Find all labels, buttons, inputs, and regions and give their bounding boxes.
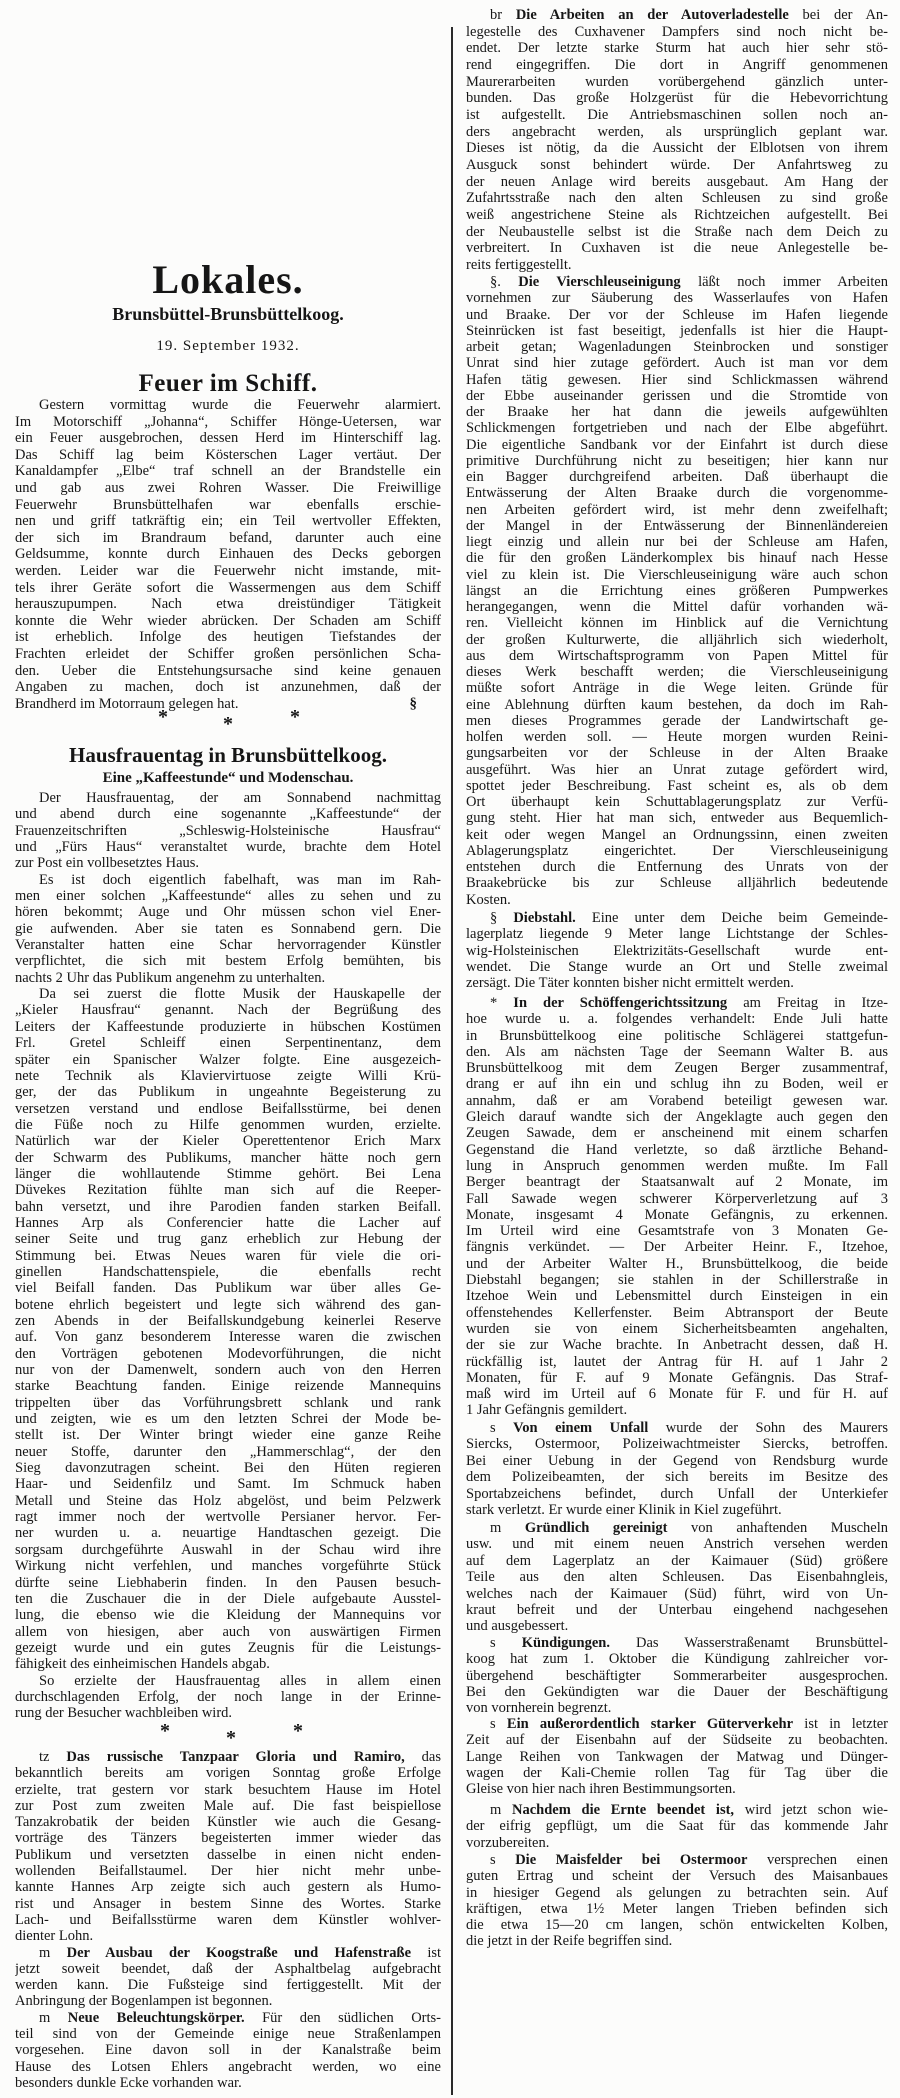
author-mark: s [490, 1635, 522, 1651]
text-line: Dieses ist nötig, da die Aussicht der Elblotsen von ihrem [466, 140, 888, 157]
author-mark: m [39, 2009, 68, 2026]
note-vierschleuseinigung [466, 274, 888, 908]
text-line: Frauenzeitschriften „Schleswig-Holsteinische Hausfrau“ [15, 822, 441, 839]
text-line: und „Fürs Haus“ veranstaltet wurde, brachte dem Hotel [15, 839, 441, 856]
text-line: die etwa 15—20 cm langen, schön entwickelten Kolben, [466, 1917, 888, 1934]
text-line: länger die wohllautende Stimme gehört. Bei Lena [15, 1165, 441, 1182]
separator-asterisk: * [223, 713, 233, 735]
separator-asterisk: * [290, 706, 300, 728]
text-line: nen und griff tatkräftig ein; ein Teil wertvoller Effekten, [15, 513, 441, 530]
text-line: wollenden Beifallstaumel. Der hier nicht mehr unbe- [15, 1863, 441, 1880]
text-line: zur Post ein vollbesetztes Haus. [15, 855, 200, 872]
note-autoverladestelle [466, 7, 888, 274]
text-line: teil sind von der Gemeinde einige neue Straßenlampen [15, 2026, 441, 2043]
article-lead-heading: Die Arbeiten an der Autoverladestelle [515, 7, 789, 23]
text-line: men dieses Programmes gerade der Landwirtschaft ge- [466, 712, 888, 729]
line-text: versprechen einen [747, 1852, 888, 1868]
text-line: Leiters der Kaffeestunde produzierte in hübschen Kostümen [15, 1018, 441, 1035]
text-line: Tanzakrobatik der beiden Künstler wie auch die Gesang- [15, 1814, 441, 1831]
text-line: holfen werden soll. — Heute morgen wurden Reini- [466, 729, 888, 745]
asterism-separator [15, 1720, 441, 1749]
text-line: und Braake. Der vor der Schleuse im Hafen liegende [466, 306, 888, 323]
text-line: liegt einzig und allein nur bei der Schleuse am Hafen, [466, 534, 888, 550]
text-line: in hiesiger Gegend als gelungen zu betrachten sein. Auf [466, 1884, 888, 1901]
text-line: der Mangel in der Entwässerung der Binnenländereien [466, 517, 888, 534]
text-line: ner wurden u. a. neuartige Handtaschen gezeigt. Die [15, 1525, 441, 1542]
text-line: Entwässerung der Alten Braake durch die vorgenomme- [466, 485, 888, 502]
text-line: „Kieler Hausfrau“ genannt. Nach der Begrüßung des [15, 1002, 441, 1019]
paragraph-lead-line [466, 1635, 888, 1651]
text-line: Im Urteil wird eine Gesamtstrafe von 3 Monaten Ge- [466, 1223, 888, 1240]
line-text: am Freitag in Itze- [727, 995, 888, 1011]
line-text: Für den südlichen Orts- [244, 2009, 441, 2026]
text-line: die jetzt in der Reife begriffen sind. [466, 1933, 673, 1950]
paragraph-lead-line [15, 1945, 441, 1961]
text-line: arbeit getan; Wagenladungen Steinbrocken und sonstiger [466, 339, 888, 355]
author-mark: m [490, 1802, 512, 1818]
text-line: ten die Zuschauer die in der Diele aufgebaute Ausstel- [15, 1590, 441, 1607]
asterism-separator [15, 706, 441, 735]
text-line: kraut befreit und der Unterbau eingehend nachgesehen [466, 1601, 888, 1618]
line-text: bei der An- [788, 7, 888, 23]
text-line: eine Ablehnung dürften kaum bestehen, da doch im Rah- [466, 696, 888, 713]
text-line: Frachten erleidet der Schiffer großen persönlichen Scha- [15, 645, 441, 662]
text-line: Haar- und Seidenfilz und Samt. Im Schmuck haben [15, 1476, 441, 1493]
text-line: auf. Von ganz besonderem Interesse waren die zwischen [15, 1329, 441, 1346]
text-line: zur Post zum zweiten Male auf. Die fast beispiellose [15, 1797, 441, 1814]
text-line: den Vorträgen gebotenen Modevorführungen, die nicht [15, 1345, 441, 1362]
text-line: gungsarbeiten vor der Schleuse in der Alten Braake [466, 745, 888, 762]
text-line: besonders dunkle Ecke vorhanden war. [15, 2074, 242, 2091]
article-lead-heading: Nachdem die Ernte beendet ist, [512, 1802, 735, 1818]
text-line: 1 Jahr Gefängnis gemildert. [466, 1402, 628, 1419]
text-line: versetzen verstand und endlose Beifallsstürme, bei denen [15, 1100, 441, 1117]
text-line: Gleise von hier nach ihren Bestimmungsorten. [466, 1781, 736, 1798]
text-line: werden. Leider war die Feuerwehr nicht imstande, mit- [15, 562, 441, 579]
text-line: koog hat zum 1. Oktober die Kündigung zahlreicher vor- [466, 1651, 888, 1668]
paragraph-lead-line [466, 1520, 888, 1536]
author-mark: * [490, 995, 514, 1011]
text-line: verpflichtet, die sich mit bestem Erfolg bemühten, bis [15, 953, 441, 970]
text-line: Anbringung der Bogenlampen ist begonnen. [15, 1993, 273, 2010]
text-line: dienter Lohn. [15, 1928, 94, 1945]
text-line: zersägt. Die Täter konnten bisher nicht ermittelt werden. [466, 975, 794, 992]
text-line: Wirkung nicht verfehlen, und manches vorgeführte Stück [15, 1558, 441, 1575]
line-text: wird jetzt schon wie- [734, 1802, 888, 1818]
text-line: jetzt soweit beendet, daß der Asphaltbelag aufgebracht [15, 1960, 441, 1977]
text-line: der Neubaustelle selbst ist die Straße nach dem Deich zu [466, 223, 888, 240]
text-line: Siercks, Ostermoor, Polizeiwachtmeister Siercks, betroffen. [466, 1436, 888, 1453]
paragraph-lead-line [15, 2010, 441, 2026]
article-body-hausfrauentag [15, 790, 441, 1722]
text-line: vorzubereiten. [466, 1834, 550, 1851]
text-line: Brunsbüttelkoog mit dem Zeugen Berger zusammentraf, [466, 1060, 888, 1077]
text-line: sorgsam durchgeführte Auswahl in der Schau wird ihre [15, 1541, 441, 1558]
text-line: der neuen Anlage wird bereits ausgebaut. Am Hang der [466, 173, 888, 190]
text-line: Zeugen Sawade, dem er anscheinend mit einem scharfen [466, 1125, 888, 1142]
text-line: von vornherein begrenzt. [466, 1700, 612, 1717]
text-line: Angaben zu machen, doch ist anzunehmen, daß der [15, 679, 441, 696]
article-subheadline-hausfrauentag: Eine „Kaffeestunde“ und Modenschau. [102, 770, 354, 786]
text-line: hoe wurde u. a. folgendes verhandelt: Ende Juli hatte [466, 1011, 888, 1028]
text-line: ger, der das Publikum in ungeahnte Begeisterung zu [15, 1084, 441, 1101]
article-lead-heading: Der Ausbau der Koogstraße und Hafenstraße [66, 1944, 412, 1961]
dateline: 19. September 1932. [156, 338, 300, 354]
text-line: Die eigentliche Sandbank vor der Einfahrt ist durch diese [466, 436, 888, 453]
text-line: und der Arbeiter Walter H., Brunsbüttelkoog, die beide [466, 1255, 888, 1272]
text-line: gung steht. Hier hat man sich, entweder aus Bequemlich- [466, 810, 888, 827]
author-mark: s [490, 1716, 507, 1732]
text-line: ein Bagger durchgreifend arbeiten. Daß überhaupt die [466, 469, 888, 485]
text-line: fähigkeit des einheimischen Handels abgab. [15, 1656, 270, 1673]
text-line: Lange Reihen von Tankwagen der Matwag und Dünger- [466, 1748, 888, 1765]
text-line: später ein Spanischer Walzer folgte. Eine ausgezeich- [15, 1051, 441, 1068]
text-line: vorgesehen. Eine davon soll in der Kanalstraße beim [15, 2042, 441, 2059]
text-line: Zeit auf der Eisenbahn auf der Südseite zu beobachten. [466, 1732, 888, 1749]
text-line: ginellen Handschattenspiele, die ebenfalls recht [15, 1263, 441, 1280]
text-line: bekanntlich bereits am vorigen Sonntag große Erfolge [15, 1765, 441, 1782]
text-line: Es ist doch eigentlich fabelhaft, was man im Rah- [39, 871, 441, 888]
note-unfall [466, 1420, 888, 1518]
text-line: kräftigen, etwa 1½ Meter langen Trieben befinden sich [466, 1900, 888, 1917]
author-mark: m [490, 1520, 525, 1536]
text-line: rend eingegriffen. Die dort in Angriff genommenen [466, 56, 888, 73]
text-line: müßte sofort Anträge in die Wege leiten. Gründe für [466, 680, 888, 697]
article-lead-heading: Ein außerordentlich starker Güterverkehr [506, 1716, 794, 1732]
text-line: dieses Werk beschafft werden; die Vierschleuseinigung [466, 664, 888, 680]
text-line: erzielte, trat gestern vor stark besuchtem Hause im Hotel [15, 1781, 441, 1798]
text-line: die für den großen Länderkomplex bis hinauf nach Hesse [466, 550, 888, 567]
author-mark: §. [490, 274, 519, 290]
text-line: keit oder wegen Mangel an Ordnungssinn, einen zweiten [466, 826, 888, 843]
line-text: ist in letzter [793, 1716, 888, 1732]
line-text: das [404, 1749, 441, 1765]
text-line: Metall und Steine das Holz abgelöst, und beim Pelzwerk [15, 1492, 441, 1509]
text-line: ist aufgestellt. Die Antriebsmaschinen sollen noch an- [466, 106, 888, 123]
text-line: hören bekommt; Auge und Ohr müssen schon viel Ener- [15, 904, 441, 921]
article-lead-heading: Das russische Tanzpaar Gloria und Ramiro, [66, 1749, 405, 1765]
text-line: Düvekes Rezitation fühlte man sich auf die Reeper- [15, 1182, 441, 1199]
text-line: neuer Stoffe, darunter den „Hammerschlag“, der den [15, 1443, 441, 1460]
text-line: Diebstahl begangen; sie stahlen in der Schillerstraße in [466, 1272, 888, 1289]
text-line: Sieg davonzutragen scheint. Bei den Hüten regieren [15, 1460, 441, 1477]
text-line: vornehmen zur Säuberung des Wasserlaufes von Hafen [466, 290, 888, 307]
author-mark: m [39, 1944, 67, 1961]
text-line: vorträge des Tänzers begeisterten immer wieder das [15, 1830, 441, 1847]
text-line: Ablagerungsplatz eingerichtet. Der Vierschleuseinigung [466, 842, 888, 859]
author-mark: s [490, 1420, 514, 1436]
text-line: stellt ist. Der Winter bringt wieder eine ganze Reihe [15, 1427, 441, 1444]
text-line: der Braake her hat dann die jeweils aufgewühlten [466, 404, 888, 420]
note-maisfelder [466, 1852, 888, 1950]
line-text: Eine unter dem Deiche beim Gemeinde- [575, 910, 888, 926]
text-line: nur von der Damenwelt, sondern auch von den Herren [15, 1362, 441, 1379]
text-line: Ausguck sonst behindert würde. Der Anfahrtsweg zu [466, 156, 888, 173]
text-line: Bei den Gekündigten war die Dauer der Beschäftigung [466, 1683, 888, 1700]
text-line: Fall Sawade wegen schwerer Körperverletzung auf 3 [466, 1190, 888, 1207]
article-signature: § [409, 696, 417, 712]
text-line: Brandherd im Motorraum gelegen hat. [15, 695, 239, 712]
text-line: Gestern vormittag wurde die Feuerwehr alarmiert. [39, 397, 441, 413]
text-line: maß wird im Urteil auf 6 Monate für F. und für H. auf [466, 1386, 888, 1403]
text-line: bunden. Das große Holzgerüst für die Hebevorrichtung [466, 90, 888, 107]
text-line: Der Hausfrauentag, der am Sonnabend nachmittag [39, 790, 441, 806]
author-mark: s [490, 1852, 516, 1868]
text-line: wagen der Kali-Chemie rollen Tag für Tag über die [466, 1764, 888, 1781]
line-text: Das Wasserstraßenamt Brunsbüttel- [609, 1635, 888, 1651]
article-lead-heading: Kündigungen. [521, 1635, 610, 1651]
column-divider [451, 27, 453, 2095]
text-line: bahn versetzt, und ihre Parodien fanden starken Beifall. [15, 1198, 441, 1215]
text-line: Ort überhaupt kein Schuttablagerungsplatz zur Verfü- [466, 794, 888, 810]
text-line: in Brunsbüttelkoog eine politische Schlägerei stattgefun- [466, 1027, 888, 1044]
text-line: wurden sie von einem Sicherheitsbeamten angehalten, [466, 1320, 888, 1337]
note-gueterverkehr [466, 1716, 888, 1797]
text-line: lung in Anspruch genommen werden mußte. Im Fall [466, 1157, 888, 1174]
text-line: Hafen tätig gewesen. Hier sind Schlickmassen während [466, 371, 888, 388]
text-line: entstehen durch die Entfernung des Unrats von der [466, 859, 888, 875]
text-line: Lach- und Beifallsstürme waren dem Künstler wohlver- [15, 1911, 441, 1928]
separator-asterisk: * [160, 1720, 170, 1742]
text-line: endet. Der letzte starke Sturm hat auch hier sehr stö- [466, 40, 888, 57]
text-line: drang er auf ihn ein und schlug ihn zu Boden, weil er [466, 1076, 888, 1093]
text-line: die Füße noch zu Hilfe genommen wurden, erzielte. [15, 1116, 441, 1133]
text-line: Da sei zuerst die flotte Musik der Hauskapelle der [39, 986, 441, 1003]
text-line: der sie zur Wache brachte. In Anbetracht dessen, daß H. [466, 1337, 888, 1354]
text-line: werden kann. Die Fußsteige sind fertiggestellt. Mit der [15, 1977, 441, 1994]
text-line: men einer solchen „Kaffeestunde“ alles zu sehen und zu [15, 888, 441, 905]
text-line: der sich im Brandraum befand, darunter auch eine [15, 529, 441, 546]
text-line: Frl. Gretel Schleiff einen Serpentinentanz, dem [15, 1035, 441, 1052]
text-line: fängnis verkündet. — Der Arbeiter Heinr. F., Itzehoe, [466, 1239, 888, 1256]
text-line: Stimmung bei. Etwas Neues waren für viele die ori- [15, 1247, 441, 1264]
line-text: wurde der Sohn des Maurers [648, 1420, 888, 1436]
text-line: Steinrücken ist fast beseitigt, jedenfalls ist hier die Haupt- [466, 322, 888, 339]
text-line: Hause des Lotsen Ehlers angebracht werden, wo eine [15, 2058, 441, 2075]
text-line: nete Technik als Klaviervirtuose zeigte Willi Krü- [15, 1067, 441, 1084]
text-line: der großen Kulturwerte, die alljährlich sich wiederholt, [466, 631, 888, 648]
paragraph-lead-line [466, 1852, 888, 1868]
text-line: gie aufwenden. Aber sie taten es Sonnabend gern. Die [15, 920, 441, 937]
text-line: annahm, daß er am Vorabend beteiligt gewesen war. [466, 1092, 888, 1109]
paragraph-lead-line [466, 1420, 888, 1436]
text-line: und ausgebessert. [466, 1618, 569, 1635]
text-line: tels ihrer Geräte sofort die Wassermengen aus dem Schiff [15, 579, 441, 596]
paragraph-lead-line [466, 274, 888, 290]
text-line: legestelle des Cuxhavener Dampfers sind noch nicht be- [466, 23, 888, 40]
article-lead-heading: Von einem Unfall [513, 1420, 649, 1436]
text-line: Kosten. [466, 891, 511, 908]
note-ernte [466, 1802, 888, 1851]
text-line: rist und Ansager in bestem Sinne des Wortes. Starke [15, 1895, 441, 1912]
text-line: verbreitert. In Cuxhaven ist die neue Anlegestelle be- [466, 240, 888, 257]
text-line: allem von hiesigen, aber auch von auswärtigen Firmen [15, 1623, 441, 1640]
text-line: und zeigten, wie es um den letzten Schrei der Mode be- [15, 1411, 441, 1428]
text-line: welches nach der Kaimauer (Süd) führt, wird von Un- [466, 1585, 888, 1602]
note-schoeffengericht [466, 995, 888, 1419]
text-line: guten Ertrag und scheint der Versuch des Maisanbaues [466, 1868, 888, 1885]
text-line: ist erheblich. Infolge des heutigen Tiefstandes der [15, 629, 441, 646]
article-lead-heading: Die Vierschleuseinigung [518, 274, 681, 290]
text-line: übergehend beschäftigter Sommerarbeiter ausgesprochen. [466, 1667, 888, 1684]
paragraph-lead-line [466, 7, 888, 24]
separator-asterisk: * [158, 706, 168, 728]
local-notes-left [15, 1749, 441, 2091]
locality-heading: Brunsbüttel-Brunsbüttelkoog. [112, 304, 344, 324]
text-line: Bei einer Uebung in der Gegend von Rendsburg wurde [466, 1452, 888, 1469]
line-text: ist [411, 1944, 441, 1961]
line-text: läßt noch immer Arbeiten [680, 274, 888, 290]
text-line: Teile aus den alten Schleusen. Das Eisenbahngleis, [466, 1569, 888, 1586]
text-line: Maurerarbeiten wurden vorübergehend gänzlich unter- [466, 73, 888, 90]
text-line: wig-Holsteinischen Elektrizitäts-Gesellschaft wurde ent- [466, 942, 888, 959]
article-lead-heading: In der Schöffengerichtssitzung [513, 995, 728, 1011]
left-column [15, 0, 441, 2098]
text-line: Berger beantragt der Staatsanwalt auf 2 Monate, im [466, 1174, 888, 1191]
text-line: Monate, insgesamt 4 Monate Gefängnis, zu erkennen. [466, 1206, 888, 1223]
text-line: Geldsumme, konnte durch Einhauen des Decks geborgen [15, 546, 441, 563]
author-mark: § [490, 910, 514, 926]
text-line: wendet. Die Stange wurde an Ort und Stelle zweimal [466, 958, 888, 975]
text-line: konnte die Wehr wieder abrücken. Der Schaden am Schiff [15, 612, 441, 629]
article-lead-heading: Die Maisfelder bei Ostermoor [515, 1852, 748, 1868]
paragraph-lead-line [466, 1802, 888, 1818]
text-line: nen Arbeiten gefördert wird, ist mehr denn zweifelhaft; [466, 501, 888, 518]
text-line: lung, die ebenso wie die Kleidung der Mannequins vor [15, 1607, 441, 1624]
note-kuendigungen [466, 1635, 888, 1716]
text-line: aus dem Wirtschaftsprogramm von Papen Mittel für [466, 647, 888, 664]
article-body-feuer [15, 397, 441, 712]
text-line: ausgeführt. Was hier an Unrat zutage gefördert wird, [466, 761, 888, 778]
note-gereinigt [466, 1520, 888, 1635]
text-line: Schlickmengen fortgetrieben und nach der Elbe abgeführt. [466, 420, 888, 437]
article-lead-heading: Neue Beleuchtungskörper. [67, 2009, 245, 2026]
text-line: Gleich darauf wandte sich der Angeklagte auch gegen den [466, 1109, 888, 1126]
article-lead-heading: Gründlich gereinigt [524, 1520, 668, 1536]
text-line: der Ebbe auseinander gerissen und die Stromtide von [466, 387, 888, 404]
text-line: Hannes Arp als Conferencier hatte die Lacher auf [15, 1214, 441, 1231]
text-line: rung der Besucher wachbleiben wird. [15, 1705, 233, 1722]
paragraph-lead-line [466, 1716, 888, 1732]
text-line: ragt immer noch der wertvolle Persianer hervor. Fer- [15, 1509, 441, 1526]
text-line: Kanaldampfer „Elbe“ traf schnell an der Brandstelle ein [15, 463, 441, 480]
text-line: ein Feuer ausgebrochen, dessen Herd im Hinterschiff lag. [15, 430, 441, 447]
text-line: längst an die Errichtung eines größeren Pumpwerkes [466, 582, 888, 599]
text-line: der eifrig gepflügt, um die Saat für das kommende Jahr [466, 1818, 888, 1835]
text-line: nachts 2 Uhr das Publikum angenehm zu unterhalten. [15, 969, 326, 986]
text-line: und abend durch eine sogenannte „Kaffeestunde“ der [15, 806, 441, 823]
paragraph-lead-line [466, 995, 888, 1011]
text-line: kannte Hannes Arp zeigte sich auch gestern als Humo- [15, 1879, 441, 1896]
text-line: zen Abends in der Beifallskundgebung keinerlei Reserve [15, 1313, 441, 1329]
text-line: gezeigt wurde und ein gutes Zeugnis für die Leistungs- [15, 1639, 441, 1656]
text-line: dürfte seine Liebhaberin finden. In den Pausen besuch- [15, 1574, 441, 1591]
text-line: Monaten, für F. auf 9 Monate Gefängnis. Das Straf- [466, 1369, 888, 1386]
text-line: spottet jeder Beschreibung. Fast scheint es, als ob dem [466, 777, 888, 794]
text-line: offenstehendes Kellerfenster. Beim Abtransport der Beute [466, 1304, 888, 1321]
text-line: herangegangen, wenn die Mittel dafür vorhanden wä- [466, 599, 888, 615]
text-line: Feuerwehr Brunsbüttelhafen war ebenfalls erschie- [15, 496, 441, 513]
text-line: seiner Seite und trug ganz erheblich zur Hebung der [15, 1231, 441, 1248]
author-mark: br [490, 7, 516, 23]
text-line: rückfällig ist, lautet der Antrag für H. auf 1 Jahr 2 [466, 1353, 888, 1370]
text-line: viel zu klein ist. Die Vierschleuseinigung wäre auch schon [466, 566, 888, 583]
text-line: reits fertiggestellt. [466, 256, 572, 273]
separator-asterisk: * [293, 1720, 303, 1742]
text-line: weiß angestrichene Steine als Richtzeichen aufgestellt. Bei [466, 206, 888, 223]
section-title: Lokales. [152, 257, 304, 302]
text-line: Gegenstand die Hand verletzte, so daß ärztliche Behand- [466, 1141, 888, 1158]
text-line: Im Motorschiff „Johanna“, Schiffer Hönge-Uetersen, war [15, 413, 441, 430]
article-lead-heading: Diebstahl. [513, 910, 576, 926]
text-line: herauszupumpen. Nach etwa dreistündiger Tätigkeit [15, 596, 441, 613]
text-line: stark verletzt. Er wurde einer Klinik in Kiel zugeführt. [466, 1501, 782, 1518]
text-line: starke Beachtung fanden. Einige reizende Mannequins [15, 1378, 441, 1395]
text-line: Publikum und versetzten dasselbe in einen nicht enden- [15, 1846, 441, 1863]
paragraph-lead-line [466, 910, 888, 926]
text-line: Das Schiff lag beim Kösterschen Lager vertäut. Der [15, 446, 441, 463]
text-line: und gab aus zwei Rohren Wasser. Die Freiwillige [15, 479, 441, 496]
text-line: Natürlich war der Kieler Operettentenor Erich Marx [15, 1133, 441, 1150]
text-line: Braakebrücke bis zur Schleuse alljährlich bedeutende [466, 875, 888, 892]
paragraph-lead-line [15, 1749, 441, 1765]
text-line: ren. Vielleicht können im Hinblick auf die Vernichtung [466, 615, 888, 632]
text-line: usw. und mit einem neuen Anstrich versehen werden [466, 1536, 888, 1553]
article-headline-hausfrauentag: Hausfrauentag in Brunsbüttelkoog. [69, 743, 387, 767]
text-line: Zufahrtsstraße nach den alten Schleusen zu sind große [466, 190, 888, 207]
text-line: lagerplatz liegende 9 Meter lange Lichtstange der Schles- [466, 926, 888, 943]
text-line: viel Beifall fanden. Das Publikum war über alles Ge- [15, 1280, 441, 1297]
text-line: botene ehrlich begeistert und legte sich während des gan- [15, 1296, 441, 1313]
text-line: durchschlagenden Erfolg, der noch lange in der Erinne- [15, 1688, 441, 1705]
text-line: auf dem Lagerplatz an der Kaimauer (Süd) größere [466, 1552, 888, 1569]
text-line: primitive Durchführung nicht zu beseitigen; hier kann nur [466, 452, 888, 469]
line-text: von anhaftenden Muscheln [667, 1520, 888, 1536]
text-line: den. Ueber die Entstehungsursache sind keine genauen [15, 662, 441, 679]
text-line: den. Als am nächsten Tage der Seemann Walter B. aus [466, 1043, 888, 1060]
text-line: So erzielte der Hausfrauentag alles in allem einen [39, 1672, 441, 1689]
text-line: ders angebracht werden, als ursprünglich geplant war. [466, 123, 888, 140]
author-mark: tz [39, 1749, 67, 1765]
right-column [466, 0, 888, 2098]
text-line: der Schwarm des Publikums, mancher hätte noch gern [15, 1149, 441, 1166]
separator-asterisk: * [226, 1727, 236, 1749]
text-line: trippelten über das Vorführungsbrett schlank und rank [15, 1394, 441, 1411]
text-line: Itzehoe Wein und Lebensmittel durch Einsteigen in ein [466, 1288, 888, 1305]
text-line: Veranstalter hatten eine Schar hervorragender Künstler [15, 937, 441, 954]
text-line: Sportabzeichens befindet, durch Unfall der Unterkiefer [466, 1485, 888, 1502]
article-headline-feuer: Feuer im Schiff. [138, 370, 318, 397]
text-line: Unrat sind hier zutage gefördert. Auch ist man vor dem [466, 355, 888, 372]
note-diebstahl [466, 910, 888, 991]
text-line: dem Polizeibeamten, der sich bereits im Besitze des [466, 1469, 888, 1486]
